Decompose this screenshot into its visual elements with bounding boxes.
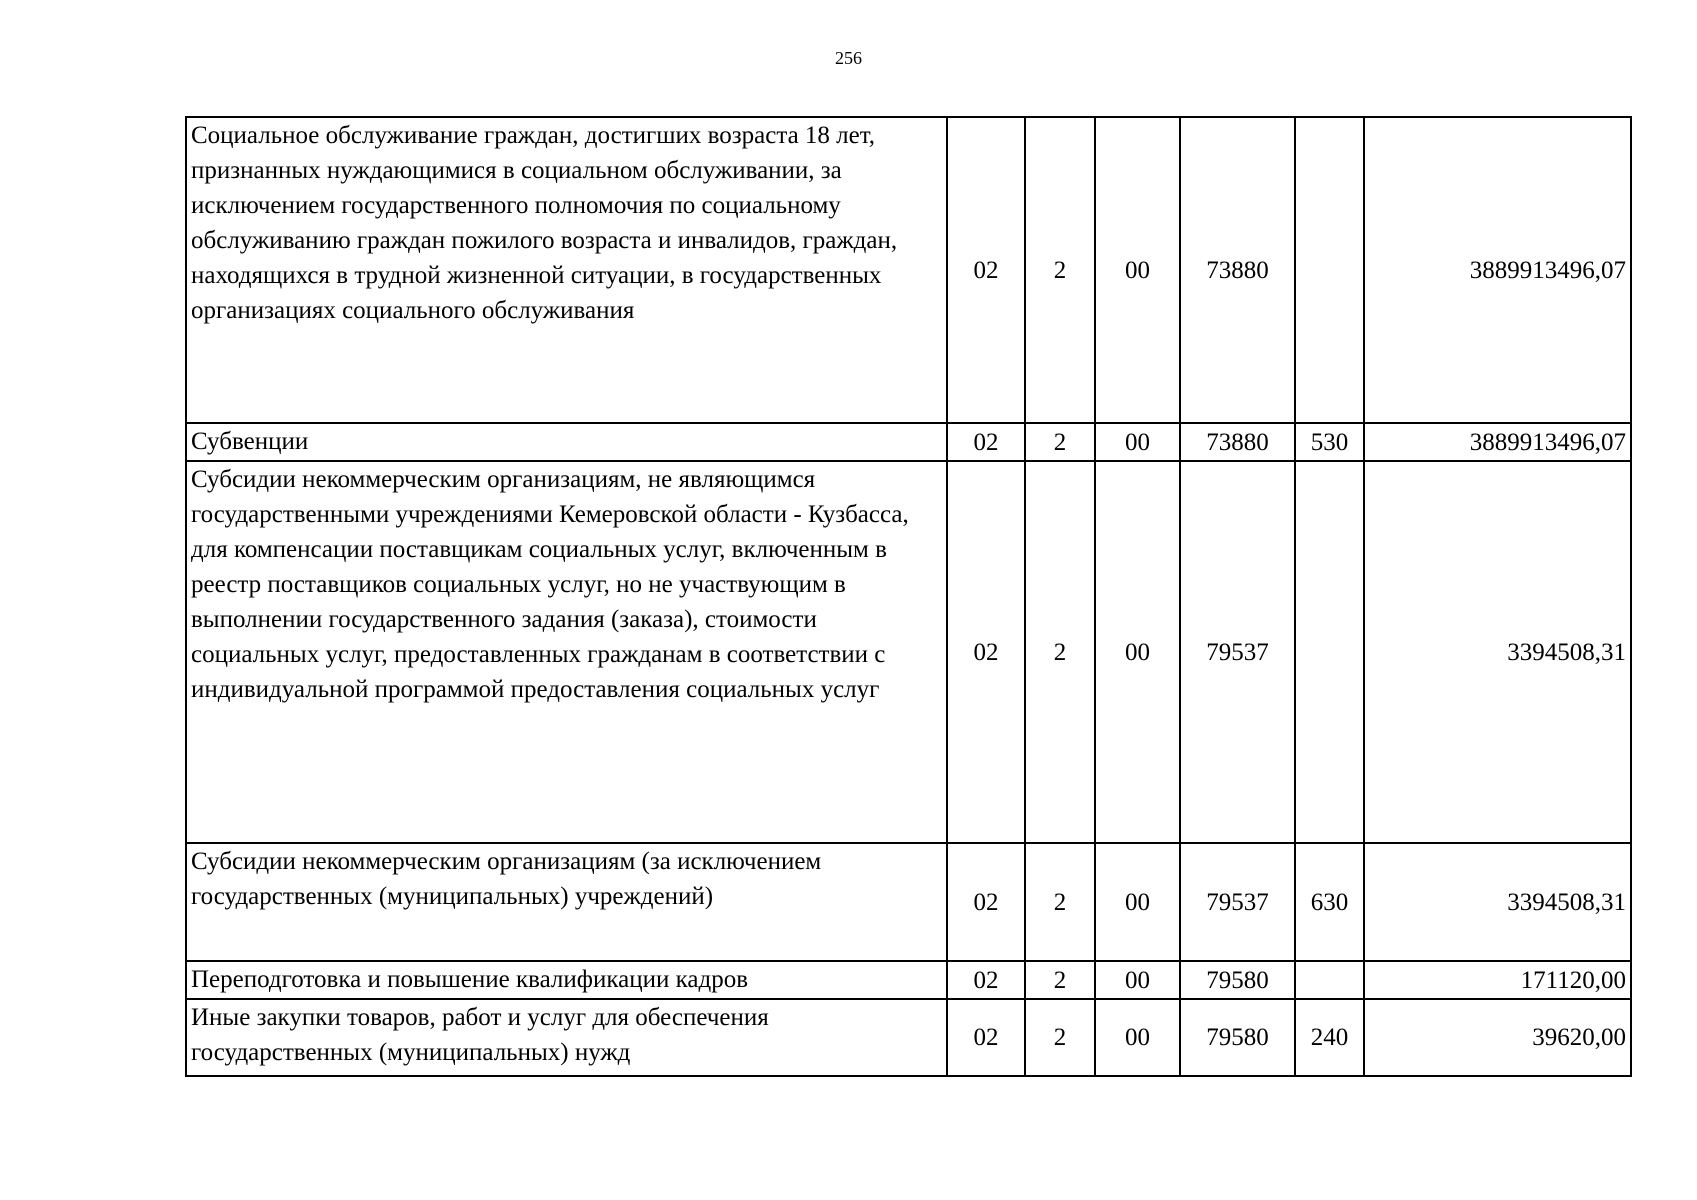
code-cell [1295,117,1364,423]
code-cell: 79580 [1180,999,1295,1076]
code-cell: 79537 [1180,461,1295,843]
row-description: Субсидии некоммерческим организациям, не являющимся государственными учреждениями Кемеровской области - Кузбасса, для компенсации поставщикам социальных услуг, включенным в реестр поставщиков социальных услуг, но не участвующим в выполнении государственного задания (заказа), стоимости социальных услуг, предоставленных гражданам в соответствии с индивидуальной программой предоставления социальных услуг [186,461,947,843]
code-cell: 73880 [1180,423,1295,461]
code-cell [1295,461,1364,843]
row-description: Социальное обслуживание граждан, достигших возраста 18 лет, признанных нуждающимися в социальном обслуживании, за исключением государственного полномочия по социальному обслуживанию граждан пожилого возраста и инвалидов, граждан, находящихся в трудной жизненной ситуации, в государственных организациях социального обслуживания [186,117,947,423]
code-cell: 2 [1025,843,1095,961]
code-cell: 00 [1095,423,1180,461]
page-number: 256 [835,48,862,68]
code-cell: 00 [1095,961,1180,999]
amount-cell: 171120,00 [1364,961,1631,999]
table-row [186,117,1631,423]
row-description: Субсидии некоммерческим организациям (за исключением государственных (муниципальных) учреждений) [186,843,947,961]
amount-cell: 3889913496,07 [1364,117,1631,423]
code-cell [1295,961,1364,999]
code-cell: 79580 [1180,961,1295,999]
code-cell: 02 [947,843,1025,961]
code-cell: 00 [1095,117,1180,423]
code-cell: 530 [1295,423,1364,461]
table-row [186,423,1631,461]
amount-cell: 3394508,31 [1364,461,1631,843]
amount-cell: 3394508,31 [1364,843,1631,961]
code-cell: 02 [947,961,1025,999]
row-description: Иные закупки товаров, работ и услуг для обеспечения государственных (муниципальных) нужд [186,999,947,1076]
budget-table [185,116,1632,1077]
code-cell: 00 [1095,843,1180,961]
code-cell: 2 [1025,999,1095,1076]
code-cell: 02 [947,999,1025,1076]
code-cell: 73880 [1180,117,1295,423]
table-row [186,961,1631,999]
code-cell: 2 [1025,961,1095,999]
code-cell: 2 [1025,423,1095,461]
code-cell: 2 [1025,461,1095,843]
amount-cell: 3889913496,07 [1364,423,1631,461]
table-row [186,999,1631,1076]
code-cell: 00 [1095,999,1180,1076]
amount-cell: 39620,00 [1364,999,1631,1076]
code-cell: 02 [947,423,1025,461]
code-cell: 79537 [1180,843,1295,961]
code-cell: 02 [947,461,1025,843]
row-description: Переподготовка и повышение квалификации кадров [186,961,947,999]
code-cell: 02 [947,117,1025,423]
code-cell: 630 [1295,843,1364,961]
row-description: Субвенции [186,423,947,461]
code-cell: 00 [1095,461,1180,843]
table-row [186,843,1631,961]
code-cell: 240 [1295,999,1364,1076]
table-row [186,461,1631,843]
code-cell: 2 [1025,117,1095,423]
